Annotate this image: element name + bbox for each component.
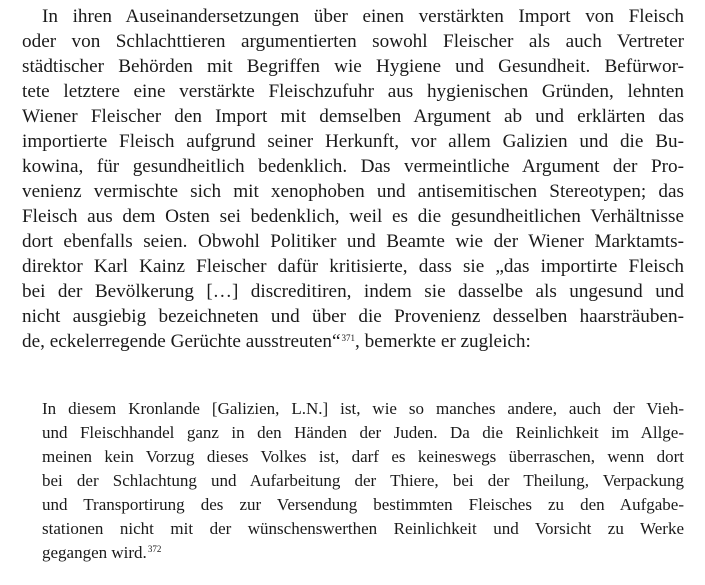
quote-line: und Transportirung des zur Versendung bestimmten Fleisches zu den Aufgabe- [42,495,684,514]
paragraph-line: importierte Fleisch aufgrund seiner Herkunft, vor allem Galizien und die Bu- [22,131,684,152]
paragraph-line: städtischer Behörden mit Begriffen wie Hygiene und Gesundheit. Befürwor- [22,56,684,77]
paragraph-line: venienz vermischte sich mit xenophoben und antisemitischen Stereotypen; das [22,181,684,202]
paragraph-line: oder von Schlachttieren argumentierten sowohl Fleischer als auch Vertreter [22,31,684,52]
paragraph-last-line [22,330,684,354]
paragraph-line: nicht ausgiebig bezeichneten und über die Provenienz desselben haarsträuben- [22,306,684,327]
quote-line: meinen kein Vorzug dieses Volkes ist, darf es keineswegs überraschen, wenn dort [42,447,684,466]
paragraph-line: In ihren Auseinandersetzungen über einen verstärkten Import von Fleisch [42,6,684,27]
footnote-reference[interactable]: 372 [147,544,162,554]
paragraph-line: bei der Bevölkerung […] discreditiren, indem sie dasselbe als ungesund und [22,281,684,302]
paragraph-line: tete letztere eine verstärkte Fleischzufuhr aus hygienischen Gründen, lehnten [22,81,684,102]
quote-last-line [42,542,684,564]
quote-line: und Fleischhandel ganz in den Händen der Juden. Da die Reinlichkeit im Allge- [42,423,684,442]
paragraph-line: Fleisch aus dem Osten sei bedenklich, weil es die gesundheitlichen Verhältnisse [22,206,684,227]
quote-line: In diesem Kronlande [Galizien, L.N.] ist, wie so manches andere, auch der Vieh- [42,399,684,418]
footnote-reference[interactable]: 371 [341,333,356,343]
quote-last-line-text: gegangen wird. [42,543,147,562]
paragraph-line: direktor Karl Kainz Fleischer dafür kritisierte, dass sie „das importirte Fleisch [22,256,684,277]
quote-line: stationen nicht mit der wünschenswerthen Reinlichkeit und Vorsicht zu Werke [42,519,684,538]
paragraph-line: Wiener Fleischer den Import mit demselben Argument ab und erklärten das [22,106,684,127]
paragraph-line: kowina, für gesundheitlich bedenklich. Das vermeintliche Argument der Pro- [22,156,684,177]
paragraph-last-line-tail: , bemerkte er zugleich: [355,331,531,352]
paragraph-last-line-text: de, eckelerregende Gerüchte ausstreuten“ [22,331,341,352]
paragraph-line: dort ebenfalls seien. Obwohl Politiker und Beamte wie der Wiener Marktamts- [22,231,684,252]
quote-line: bei der Schlachtung und Aufarbeitung der Thiere, bei der Theilung, Verpackung [42,471,684,490]
